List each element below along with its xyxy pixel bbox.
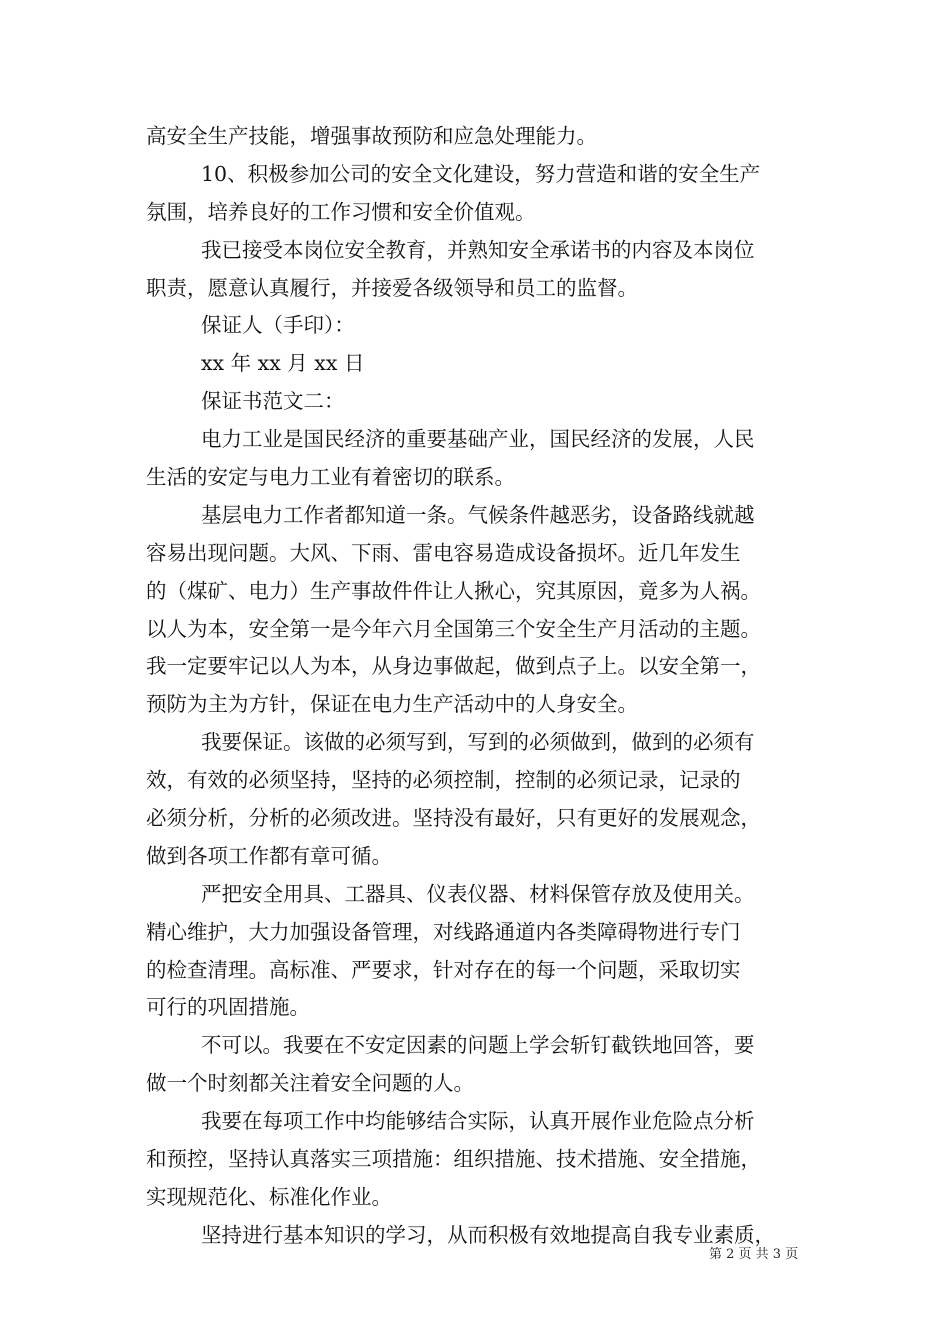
text-line: 严把安全用具、工器具、仪表仪器、材料保管存放及使用关。 — [201, 881, 755, 906]
text-line: 精心维护，大力加强设备管理，对线路通道内各类障碍物进行专门 — [146, 919, 741, 944]
text-line: 实现规范化、标准化作业。 — [146, 1184, 392, 1209]
text-line: 生活的安定与电力工业有着密切的联系。 — [146, 465, 515, 490]
text-line: 以人为本，安全第一是今年六月全国第三个安全生产月活动的主题。 — [146, 616, 761, 641]
text-line: 电力工业是国民经济的重要基础产业，国民经济的发展，人民 — [201, 427, 755, 452]
text-line: 和预控，坚持认真落实三项措施：组织措施、技术措施、安全措施， — [146, 1147, 761, 1172]
text-line: 高安全生产技能，增强事故预防和应急处理能力。 — [146, 124, 597, 148]
text-line: 我一定要牢记以人为本，从身边事做起，做到点子上。以安全第一， — [146, 654, 761, 679]
text-line: 保证书范文二： — [201, 389, 345, 414]
paragraph — [146, 724, 816, 876]
paragraph — [146, 876, 816, 1028]
text-line: 的检查清理。高标准、严要求，针对存在的每一个问题，采取切实 — [146, 957, 741, 982]
text-line: 坚持进行基本知识的学习，从而积极有效地提高自我专业素质， — [201, 1222, 775, 1247]
text-line: 效，有效的必须坚持，坚持的必须控制，控制的必须记录，记录的 — [146, 768, 741, 793]
text-line: 氛围，培养良好的工作习惯和安全价值观。 — [146, 199, 536, 224]
text-line: 预防为主为方针，保证在电力生产活动中的人身安全。 — [146, 692, 638, 717]
document-body — [146, 118, 816, 1255]
paragraph — [146, 156, 816, 232]
paragraph — [146, 232, 816, 308]
text-line: 我要保证。该做的必须写到，写到的必须做到，做到的必须有 — [201, 730, 755, 755]
paragraph — [146, 118, 816, 156]
text-line: 做到各项工作都有章可循。 — [146, 843, 392, 868]
text-line: 职责，愿意认真履行，并接爱各级领导和员工的监督。 — [146, 275, 638, 300]
text-line: 我已接受本岗位安全教育，并熟知安全承诺书的内容及本岗位 — [201, 237, 755, 262]
paragraph — [146, 497, 816, 724]
paragraph — [146, 383, 816, 421]
paragraph — [146, 307, 816, 345]
text-line: 基层电力工作者都知道一条。气候条件越恶劣，设备路线就越 — [201, 502, 755, 527]
page-number: 第 2 页 共 3 页 — [709, 1247, 799, 1262]
paragraph — [146, 1103, 816, 1217]
text-line: xx 年 xx 月 xx 日 — [201, 351, 365, 376]
text-line: 做一个时刻都关注着安全问题的人。 — [146, 1071, 474, 1096]
paragraph — [146, 1027, 816, 1103]
text-line: 我要在每项工作中均能够结合实际，认真开展作业危险点分析 — [201, 1109, 755, 1134]
text-line: 保证人（手印）： — [201, 313, 355, 338]
text-line: 必须分析，分析的必须改进。坚持没有最好，只有更好的发展观念， — [146, 806, 761, 831]
text-line: 容易出现问题。大风、下雨、雷电容易造成设备损坏。近几年发生 — [146, 540, 741, 565]
text-line: 可行的巩固措施。 — [146, 995, 310, 1020]
text-line: 的（煤矿、电力）生产事故件件让人揪心，究其原因，竟多为人祸。 — [146, 578, 761, 603]
text-line: 不可以。我要在不安定因素的问题上学会斩钉截铁地回答，要 — [201, 1033, 755, 1058]
paragraph — [146, 421, 816, 497]
paragraph — [146, 345, 816, 383]
text-line: 10、积极参加公司的安全文化建设，努力营造和谐的安全生产 — [201, 161, 761, 186]
